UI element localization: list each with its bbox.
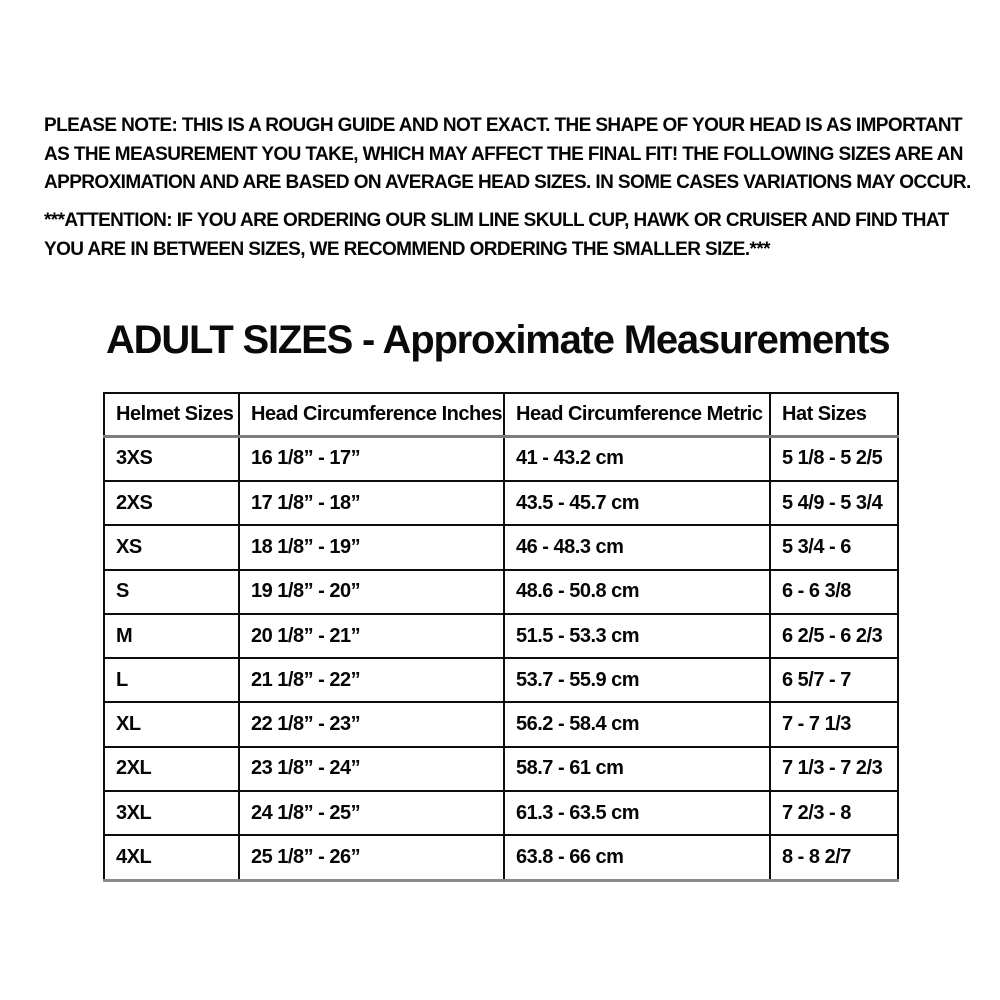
table-cell: 4XL [104,835,239,880]
table-cell: 58.7 - 61 cm [504,747,770,791]
column-header: Helmet Sizes [104,393,239,436]
table-cell: 63.8 - 66 cm [504,835,770,880]
table-cell: 6 5/7 - 7 [770,658,898,702]
table-cell: XS [104,525,239,569]
table-row [104,614,898,658]
table-cell: M [104,614,239,658]
table-cell: 2XL [104,747,239,791]
table-cell: 3XL [104,791,239,835]
column-header: Head Circumference Inches [239,393,504,436]
size-chart-table [103,392,899,882]
table-cell: 6 - 6 3/8 [770,570,898,614]
table-cell: 23 1/8” - 24” [239,747,504,791]
table-row [104,436,898,481]
table-cell: 16 1/8” - 17” [239,436,504,481]
table-cell: 7 1/3 - 7 2/3 [770,747,898,791]
table-row [104,570,898,614]
table-cell: 20 1/8” - 21” [239,614,504,658]
table-row [104,525,898,569]
column-header: Hat Sizes [770,393,898,436]
table-cell: 61.3 - 63.5 cm [504,791,770,835]
text-line: APPROXIMATION AND ARE BASED ON AVERAGE HEAD SIZES. IN SOME CASES VARIATIONS MAY OCCUR. [44,172,971,193]
text-line: PLEASE NOTE: THIS IS A ROUGH GUIDE AND NOT EXACT. THE SHAPE OF YOUR HEAD IS AS IMPORTANT [44,115,963,136]
table-cell: 25 1/8” - 26” [239,835,504,880]
table-cell: S [104,570,239,614]
table-row [104,835,898,880]
note-paragraph [44,112,971,198]
table-cell: 5 4/9 - 5 3/4 [770,481,898,525]
table-cell: 22 1/8” - 23” [239,702,504,746]
table-cell: 19 1/8” - 20” [239,570,504,614]
table-cell: L [104,658,239,702]
table-cell: 21 1/8” - 22” [239,658,504,702]
size-chart-body [104,436,898,881]
table-cell: 8 - 8 2/7 [770,835,898,880]
text-line: ***ATTENTION: IF YOU ARE ORDERING OUR SLIM LINE SKULL CUP, HAWK OR CRUISER AND FIND THAT [44,210,949,231]
table-row [104,791,898,835]
table-cell: XL [104,702,239,746]
header-row [104,393,898,436]
attention-paragraph [44,207,949,264]
table-cell: 6 2/5 - 6 2/3 [770,614,898,658]
table-row [104,747,898,791]
table-row [104,658,898,702]
table-cell: 7 - 7 1/3 [770,702,898,746]
text-line: AS THE MEASUREMENT YOU TAKE, WHICH MAY AFFECT THE FINAL FIT! THE FOLLOWING SIZES ARE AN [44,143,963,165]
table-cell: 3XS [104,436,239,481]
text-line: YOU ARE IN BETWEEN SIZES, WE RECOMMEND ORDERING THE SMALLER SIZE.*** [44,238,770,260]
page-title: ADULT SIZES - Approximate Measurements [106,318,890,362]
table-cell: 53.7 - 55.9 cm [504,658,770,702]
table-cell: 51.5 - 53.3 cm [504,614,770,658]
table-cell: 56.2 - 58.4 cm [504,702,770,746]
table-cell: 41 - 43.2 cm [504,436,770,481]
table-cell: 18 1/8” - 19” [239,525,504,569]
table-row [104,702,898,746]
table-cell: 5 1/8 - 5 2/5 [770,436,898,481]
table-cell: 2XS [104,481,239,525]
table-cell: 7 2/3 - 8 [770,791,898,835]
table-cell: 46 - 48.3 cm [504,525,770,569]
table-cell: 5 3/4 - 6 [770,525,898,569]
column-header: Head Circumference Metric [504,393,770,436]
table-cell: 17 1/8” - 18” [239,481,504,525]
table-row [104,481,898,525]
table-cell: 43.5 - 45.7 cm [504,481,770,525]
table-cell: 24 1/8” - 25” [239,791,504,835]
table-cell: 48.6 - 50.8 cm [504,570,770,614]
size-chart-header [104,393,898,436]
